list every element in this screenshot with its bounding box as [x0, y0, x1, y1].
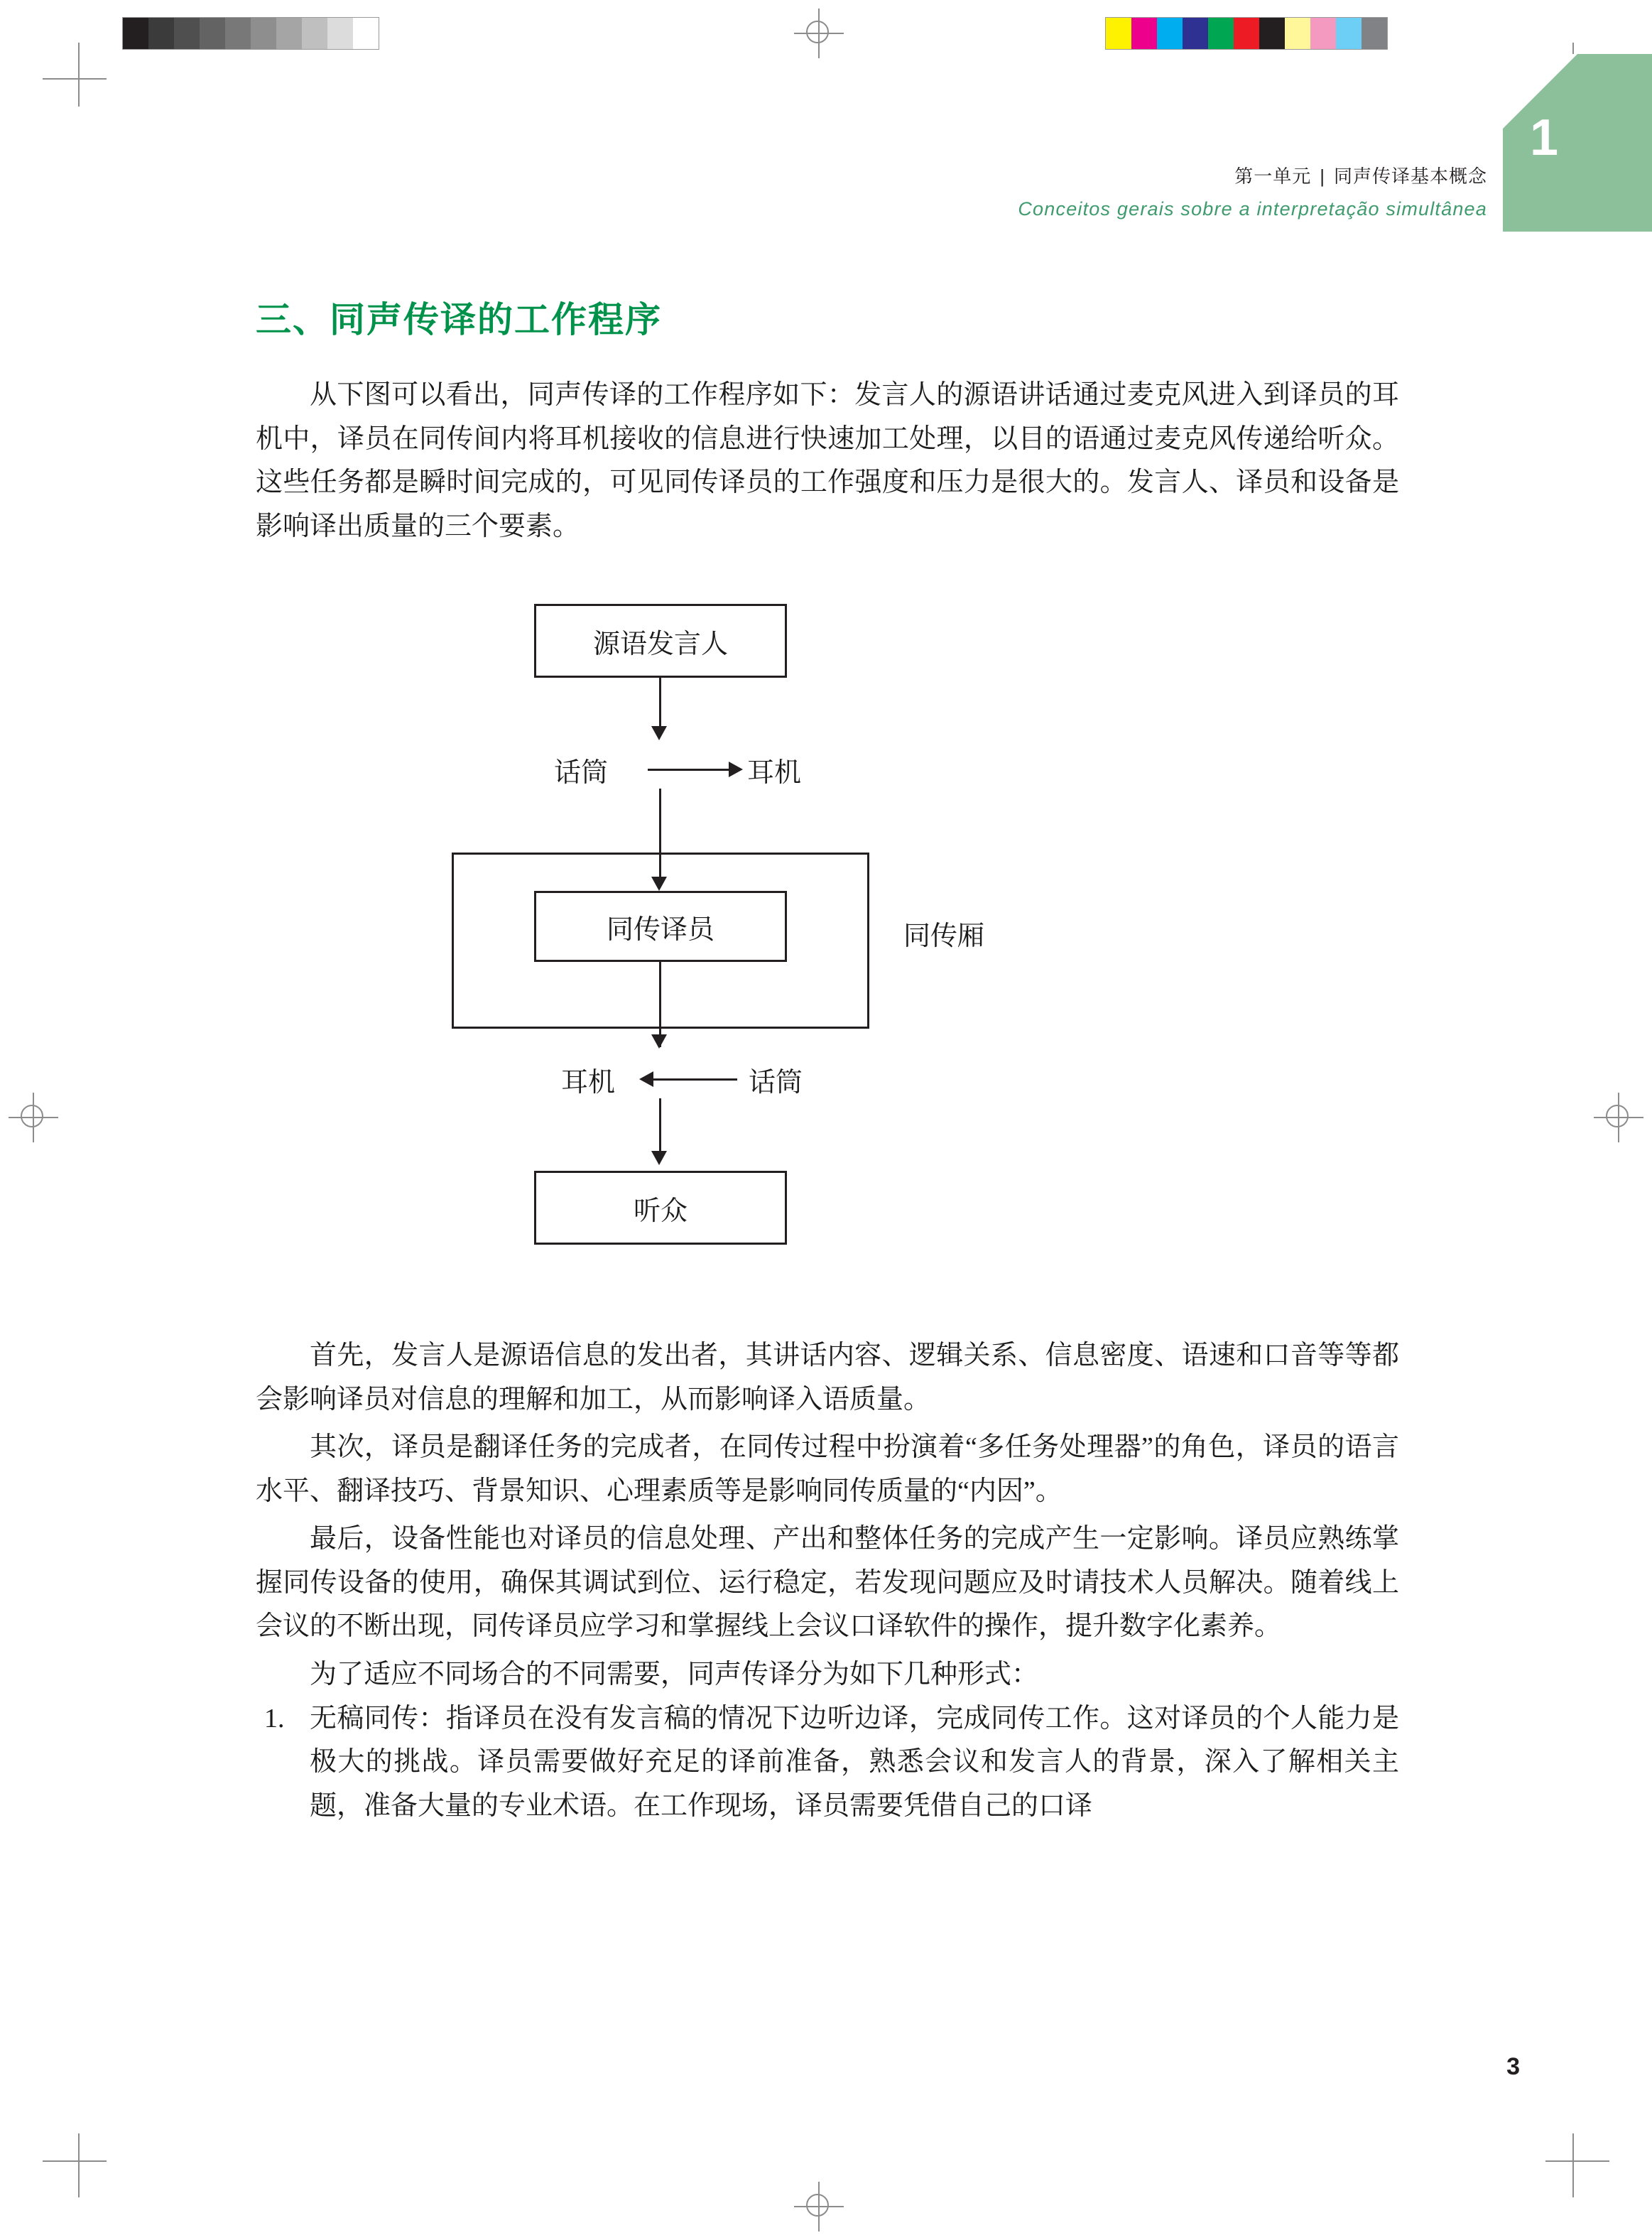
gray-patch-8 — [327, 18, 353, 49]
diagram-line-mic-to-headphone-bottom — [651, 1078, 737, 1081]
workflow-diagram — [256, 585, 1399, 1303]
diagram-line-speaker-to-mic — [659, 678, 661, 733]
registration-mark-bottom — [794, 2182, 844, 2231]
crop-mark-bottom-right-h — [1545, 2160, 1609, 2162]
color-patch-9 — [1336, 18, 1362, 49]
diagram-node-speaker: 源语发言人 — [534, 604, 787, 678]
color-patch-1 — [1131, 18, 1157, 49]
diagram-line-headphone-to-booth — [659, 789, 661, 853]
unit-label: 第一单元 — [1234, 166, 1312, 187]
crop-mark-top-left-v — [78, 43, 80, 107]
color-calibration-bar — [1105, 17, 1388, 50]
diagram-label-mic-bottom: 话筒 — [749, 1068, 803, 1098]
interpretation-forms-list — [256, 1697, 1399, 1829]
diagram-node-audience: 听众 — [534, 1171, 787, 1245]
color-patch-7 — [1285, 18, 1310, 49]
diagram-arrow-into-interpreter — [651, 877, 667, 891]
diagram-label-mic-top: 话筒 — [554, 758, 609, 789]
gray-patch-9 — [353, 18, 379, 49]
paragraph-intro: 从下图可以看出，同声传译的工作程序如下：发言人的源语讲话通过麦克风进入到译员的耳机中，译员在同传间内将耳机接收的信息进行快速加工处理，以目的语通过麦克风传递给听众。这些任务都是瞬时间完成的，可见同传译员的工作强度和压力是很大的。发言人、译员和设备是影响译出质量的三个要素。 — [256, 380, 1399, 541]
header-separator: | — [1320, 166, 1325, 187]
paragraph-list-lead-in: 为了适应不同场合的不同需要，同声传译分为如下几种形式： — [310, 1660, 1039, 1690]
color-patch-10 — [1362, 18, 1387, 49]
color-patch-4 — [1208, 18, 1234, 49]
color-patch-2 — [1157, 18, 1183, 49]
list-item-text: 无稿同传：指译员在没有发言稿的情况下边听边译，完成同传工作。这对译员的个人能力是极大的挑战。译员需要做好充足的译前准备，熟悉会议和发言人的背景，深入了解相关主题，准备大量的专业术语。在工作现场，译员需要凭借自己的口译 — [310, 1703, 1399, 1821]
gray-patch-0 — [123, 18, 148, 49]
page-number: 3 — [1506, 2053, 1520, 2080]
diagram-line-mic-to-headphone-top — [648, 769, 733, 771]
gray-patch-4 — [225, 18, 251, 49]
color-patch-0 — [1106, 18, 1131, 49]
gray-patch-3 — [200, 18, 225, 49]
gray-patch-2 — [174, 18, 200, 49]
diagram-arrow-mic-to-headphone-top — [729, 762, 743, 777]
page-title: 三、同声传译的工作程序 — [256, 300, 662, 340]
color-patch-6 — [1259, 18, 1285, 49]
gray-patch-7 — [302, 18, 327, 49]
crop-mark-bottom-left-v — [78, 2133, 80, 2197]
registration-mark-right — [1594, 1093, 1643, 1142]
diagram-node-interpreter: 同传译员 — [534, 891, 787, 962]
list-item — [256, 1697, 1399, 1829]
gray-patch-1 — [148, 18, 174, 49]
color-patch-5 — [1234, 18, 1259, 49]
paragraph-interpreter-factor: 其次，译员是翻译任务的完成者，在同传过程中扮演着“多任务处理器”的角色，译员的语言水平、翻译技巧、背景知识、心理素质等是影响同传质量的“内因”。 — [256, 1432, 1399, 1506]
paragraph-equipment-factor: 最后，设备性能也对译员的信息处理、产出和整体任务的完成产生一定影响。译员应熟练掌握同传设备的使用，确保其调试到位、运行稳定，若发现问题应及时请技术人员解决。随着线上会议的不断出现，同传译员应学习和掌握线上会议口译软件的操作，提升数字化素养。 — [256, 1524, 1399, 1642]
color-patch-8 — [1310, 18, 1336, 49]
unit-corner-tab — [1503, 54, 1652, 232]
color-patch-3 — [1183, 18, 1208, 49]
diagram-label-booth: 同传厢 — [903, 921, 985, 952]
gray-patch-5 — [251, 18, 276, 49]
unit-number: 1 — [1530, 109, 1559, 166]
paragraph-speaker-factor: 首先，发言人是源语信息的发出者，其讲话内容、逻辑关系、信息密度、语速和口音等等都会影响译员对信息的理解和加工，从而影响译入语质量。 — [256, 1341, 1399, 1414]
registration-mark-left — [9, 1093, 58, 1142]
diagram-arrow-headphone-to-audience — [651, 1151, 667, 1165]
running-head-chinese — [1018, 162, 1487, 188]
crop-mark-bottom-left-h — [43, 2160, 107, 2162]
diagram-label-headphone-top: 耳机 — [747, 758, 802, 789]
registration-mark-top — [794, 9, 844, 58]
crop-mark-bottom-right-v — [1572, 2133, 1574, 2197]
gray-patch-6 — [276, 18, 302, 49]
diagram-label-headphone-bottom: 耳机 — [561, 1068, 616, 1098]
diagram-arrow-speaker-to-mic — [651, 726, 667, 740]
list-item-marker: 1. — [264, 1703, 285, 1733]
page-content — [256, 291, 1399, 1828]
diagram-arrow-interpreter-out — [651, 1034, 667, 1049]
crop-mark-top-left-h — [43, 78, 107, 80]
running-head-portuguese: Conceitos gerais sobre a interpretação simultânea — [1018, 198, 1487, 220]
grayscale-calibration-bar — [122, 17, 379, 50]
running-head — [1018, 162, 1487, 220]
chapter-title: 同声传译基本概念 — [1333, 166, 1487, 187]
